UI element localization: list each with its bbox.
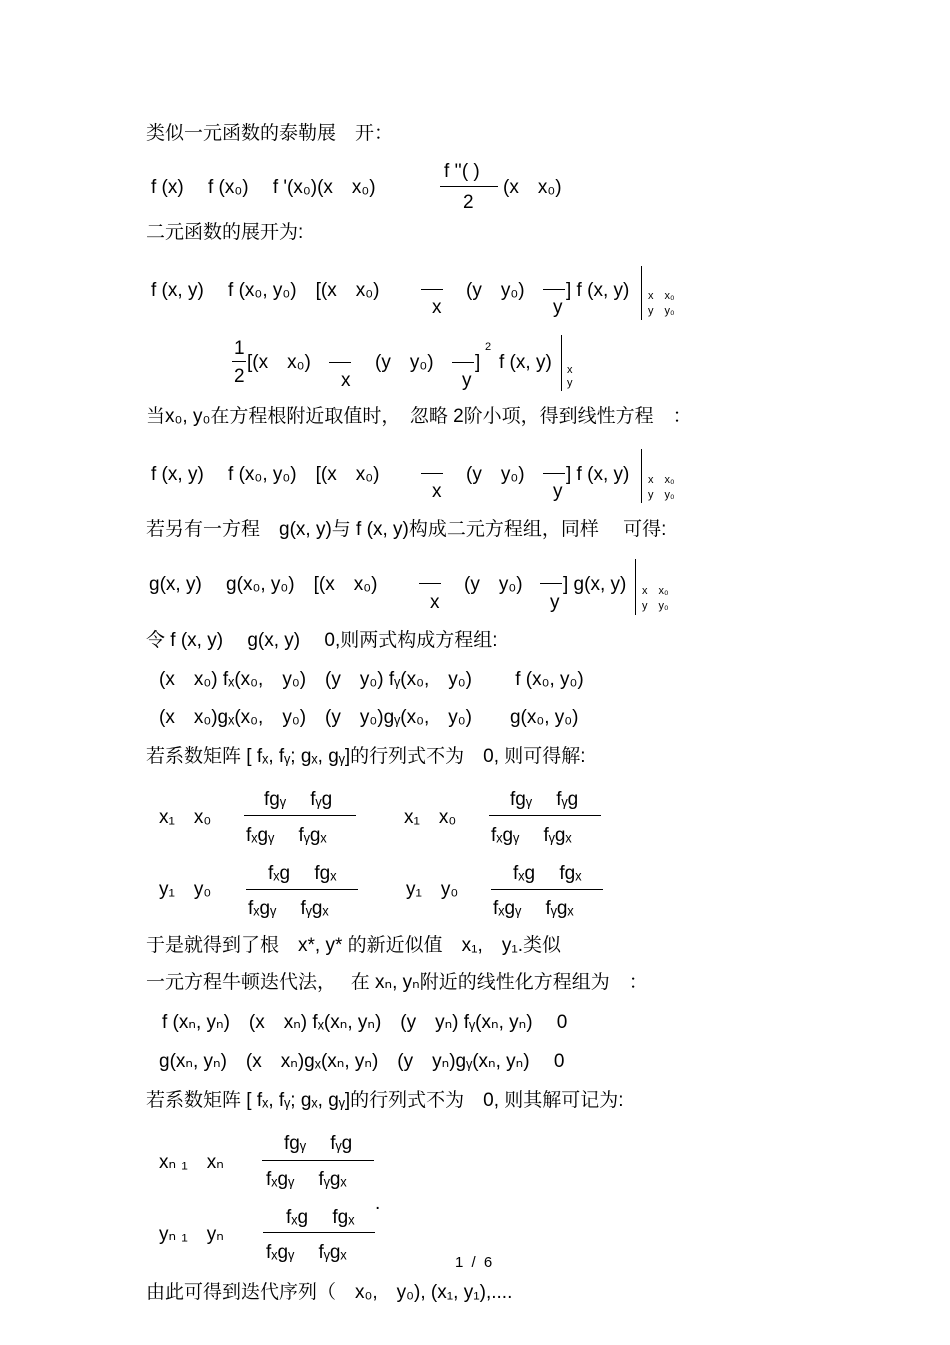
second-equation-text: 若另有一方程 g(x, y)与 f (x, y)构成二元方程组，同样 可得: <box>146 519 667 540</box>
expansion-mid: (y y₀) <box>466 280 525 301</box>
eval-sub-x: x x₀ <box>642 585 669 597</box>
eval-sub-y: y y₀ <box>648 305 675 317</box>
expansion-lhs: f (x, y) f (x₀, y₀) [(x x₀) <box>151 280 380 301</box>
linear-rhs: ] f (x, y) <box>566 464 630 485</box>
taylor-1d-lhs: f (x) f (x₀) f '(x₀)(x x₀) <box>151 177 376 198</box>
partial-y: y <box>553 297 563 318</box>
square-exponent: 2 <box>485 341 492 353</box>
yn1-denominator: fₓgᵧ fᵧgₓ <box>266 1242 347 1263</box>
partial-y: y <box>550 592 560 613</box>
determinant-condition: 若系数矩阵 [ fₓ, fᵧ; gₓ, gᵧ]的行列式不为 0, 则可得解: <box>146 746 586 767</box>
x1-lhs: x₁ x₀ <box>159 807 212 828</box>
taylor-1d-denominator: 2 <box>463 192 474 213</box>
evaluation-bar <box>641 449 642 503</box>
iteration-sequence-text: 由此可得到迭代序列（ x₀, y₀), (x₁, y₁),.... <box>146 1282 513 1303</box>
system-intro: 令 f (x, y) g(x, y) 0,则两式构成方程组: <box>146 630 498 651</box>
fraction-bar <box>263 1232 375 1233</box>
second-order-b: (y y₀) <box>375 352 434 373</box>
fraction-bar <box>440 186 498 187</box>
half-numerator: 1 <box>234 338 245 359</box>
x1-denominator-alt: fₓgᵧ fᵧgₓ <box>491 825 572 846</box>
eval-sub-x: x x₀ <box>648 474 675 486</box>
y1-denominator: fₓgᵧ fᵧgₓ <box>248 898 329 919</box>
page-number: 1 / 6 <box>455 1254 495 1271</box>
partial-bar-y <box>452 362 474 363</box>
second-order-a: [(x x₀) <box>247 352 311 373</box>
xn1-numerator: fgᵧ fᵧg <box>284 1133 353 1154</box>
intro-line: 类似一元函数的泰勒展 开： <box>146 123 394 144</box>
approximation-text: 当x₀, y₀在方程根附近取值时， 忽略 2阶小项，得到线性方程 ： <box>146 406 692 427</box>
x1-denominator: fₓgᵧ fᵧgₓ <box>246 825 327 846</box>
taylor-1d-numerator: f ''( ) <box>444 161 480 182</box>
partial-y: y <box>462 370 472 391</box>
fraction-bar <box>244 815 356 816</box>
half-denominator: 2 <box>234 366 245 387</box>
y1-numerator-alt: fₓg fgₓ <box>513 863 582 884</box>
linearized-eq-1: f (xₙ, yₙ) (x xₙ) fₓ(xₙ, yₙ) (y yₙ) fᵧ(xₙ, yₙ) 0 <box>162 1012 568 1033</box>
eval-sub-x: x <box>567 364 573 376</box>
partial-bar-y <box>543 473 565 474</box>
partial-x: x <box>432 481 442 502</box>
y1-lhs-alt: y₁ y₀ <box>406 879 459 900</box>
fraction-bar <box>491 889 603 890</box>
formula-period: . <box>375 1193 381 1214</box>
x1-numerator: fgᵧ fᵧg <box>264 789 333 810</box>
fraction-bar <box>246 889 358 890</box>
xn1-denominator: fₓgᵧ fᵧgₓ <box>266 1169 347 1190</box>
taylor-1d-rhs: (x x₀) <box>503 177 562 198</box>
two-var-heading: 二元函数的展开为: <box>146 222 304 243</box>
partial-bar-x <box>329 362 351 363</box>
expansion-rhs: ] f (x, y) <box>566 280 630 301</box>
second-order-f: f (x, y) <box>499 352 552 373</box>
fraction-bar <box>232 361 246 362</box>
partial-x: x <box>430 592 440 613</box>
y1-numerator: fₓg fgₓ <box>268 863 337 884</box>
eval-sub-y: y y₀ <box>642 600 669 612</box>
eval-sub-y: y y₀ <box>648 489 675 501</box>
g-expansion-rhs: ] g(x, y) <box>563 574 627 595</box>
new-approximation-text: 于是就得到了根 x*, y* 的新近似值 x₁, y₁.类似 <box>146 935 562 956</box>
yn1-numerator: fₓg fgₓ <box>286 1207 355 1228</box>
evaluation-bar <box>561 335 562 391</box>
linear-mid: (y y₀) <box>466 464 525 485</box>
xn1-lhs: xₙ ₁ xₙ <box>159 1152 224 1173</box>
second-order-bracket: ] <box>475 352 481 373</box>
system-eq-2: (x x₀)gₓ(x₀, y₀) (y y₀)gᵧ(x₀, y₀) g(x₀, y₀) <box>159 707 579 728</box>
determinant-condition-n: 若系数矩阵 [ fₓ, fᵧ; gₓ, gᵧ]的行列式不为 0, 则其解可记为: <box>146 1090 624 1111</box>
partial-bar-x <box>419 583 441 584</box>
partial-bar-x <box>421 473 443 474</box>
partial-bar-x <box>421 289 443 290</box>
y1-lhs: y₁ y₀ <box>159 879 212 900</box>
system-eq-1: (x x₀) fₓ(x₀, y₀) (y y₀) fᵧ(x₀, y₀) f (x₀, y₀) <box>159 669 584 690</box>
eval-sub-x: x x₀ <box>648 290 675 302</box>
partial-x: x <box>341 370 351 391</box>
fraction-bar <box>262 1160 374 1161</box>
x1-numerator-alt: fgᵧ fᵧg <box>510 789 579 810</box>
yn1-lhs: yₙ ₁ yₙ <box>159 1224 224 1245</box>
eval-sub-y: y <box>567 377 573 389</box>
y1-denominator-alt: fₓgᵧ fᵧgₓ <box>493 898 574 919</box>
g-expansion-lhs: g(x, y) g(x₀, y₀) [(x x₀) <box>149 574 378 595</box>
partial-y: y <box>553 481 563 502</box>
partial-x: x <box>432 297 442 318</box>
partial-bar-y <box>540 583 562 584</box>
evaluation-bar <box>635 559 636 615</box>
linearized-eq-2: g(xₙ, yₙ) (x xₙ)gₓ(xₙ, yₙ) (y yₙ)gᵧ(xₙ, yₙ) 0 <box>159 1051 565 1072</box>
evaluation-bar <box>641 266 642 320</box>
partial-bar-y <box>543 289 565 290</box>
newton-analogy-text: 一元方程牛顿迭代法， 在 xₙ, yₙ附近的线性化方程组为 ： <box>146 972 648 993</box>
g-expansion-mid: (y y₀) <box>464 574 523 595</box>
fraction-bar <box>489 815 601 816</box>
x1-lhs-alt: x₁ x₀ <box>404 807 457 828</box>
linear-lhs: f (x, y) f (x₀, y₀) [(x x₀) <box>151 464 380 485</box>
